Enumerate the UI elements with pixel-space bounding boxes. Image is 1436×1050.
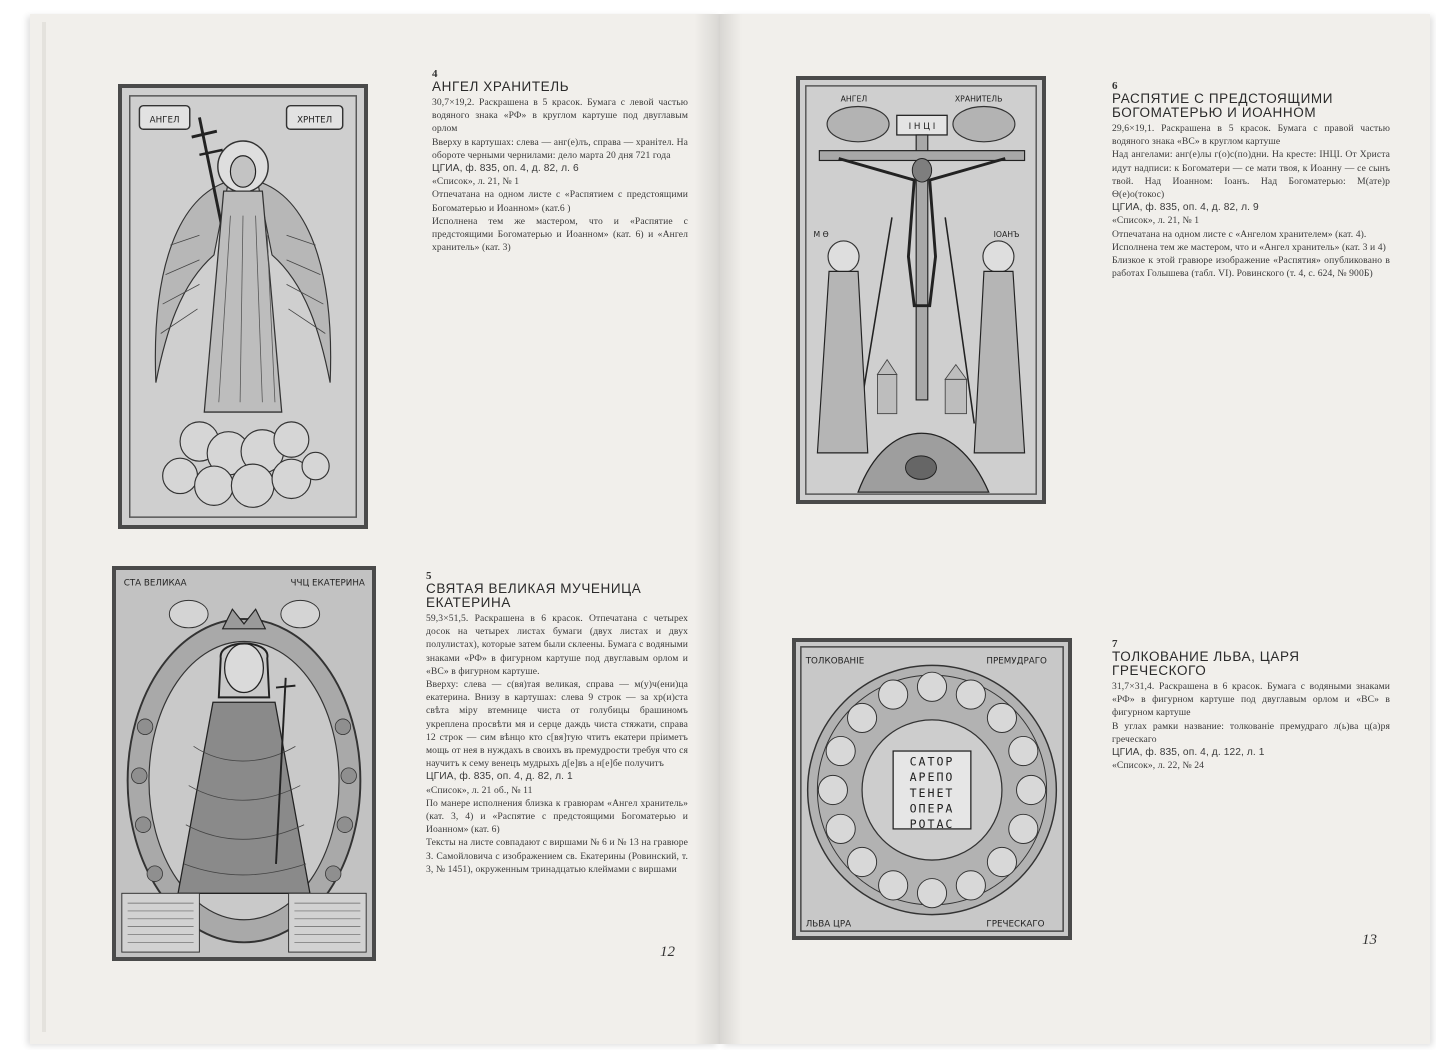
right-page (720, 14, 1430, 1044)
cartouche-right-text: ХРНТЕЛ (297, 115, 333, 126)
entry-archive-ref: ЦГИА, ф. 835, оп. 4, д. 82, л. 9 (1112, 202, 1259, 214)
entry-number: 5 (426, 570, 432, 582)
entry-description: 59,3×51,5. Раскрашена в 6 красок. Отпечатана с четырех досок на четырех листах бумаги (двух листах и двух полулистах), которые затем были склеены. Бумага с водяными знаками «РФ» в фигурном картуше под двуглавым орлом и «ВС» в фигурном картуше. (426, 613, 688, 677)
entry-inscription: Вверху: слева — с(вя)тая великая, справа — м(у)ч(ени)ца екатерина. Внизу в картушах: слева 9 строк — за хр(и)ста свѣта міру втемнице чиста от голубицы брашиномъ укреплена просвѣти мя и серце даждь чиста стяжати, справа 12 строк — сим вѣнцо кто с[вя]тую чтитъ екатери пріиметъ мощь от нея в нуждахъ в своихъ въ премудрости требуя что ся научитъ к сему венецъ мудрыхъ д[е]въ а н[е]бе получитъ (426, 679, 688, 770)
entry-note: Близкое к этой гравюре изображение «Распятия» опубликовано в работах Голышева (табл. VI). Ровинского (т. 4, с. 624, № 900Б) (1112, 255, 1390, 280)
engraving-st-catherine-art (116, 570, 372, 957)
entry-title: ТОЛКОВАНИЕ ЛЬВА, ЦАРЯ ГРЕЧЕСКОГО (1112, 649, 1300, 678)
entry-inscription: В углах рамки название: толкованіе премудраго л(ь)ва ц(а)ря греческаго (1112, 720, 1390, 745)
plate-left-label: М Ѳ (813, 229, 829, 240)
sator-row: ТЕНЕТ (909, 785, 955, 800)
engraving-st-catherine (112, 566, 376, 961)
plate-header-right: ПРЕМУДРАГО (986, 656, 1047, 667)
sator-row: САТОР (909, 754, 955, 769)
entry-note: Отпечатана на одном листе с «Распятием с предстоящими Богоматерью и Иоанном» (кат.6 ) (432, 189, 688, 214)
catalogue-entry-7 (1112, 638, 1390, 772)
entry-archive-ref: ЦГИА, ф. 835, оп. 4, д. 82, л. 1 (426, 771, 573, 783)
entry-archive-ref: ЦГИА, ф. 835, оп. 4, д. 82, л. 6 (432, 163, 579, 175)
page-edge (42, 22, 46, 1032)
entry-list-ref: «Список», л. 21 об., № 11 (426, 784, 533, 796)
engraving-leo-interpretation-art (796, 642, 1068, 936)
plate-top-left-label: АНГЕЛ (840, 94, 868, 104)
entry-title: РАСПЯТИЕ С ПРЕДСТОЯЩИМИ БОГОМАТЕРЬЮ И ИОАННОМ (1112, 91, 1334, 120)
entry-archive-ref: ЦГИА, ф. 835, оп. 4, д. 122, л. 1 (1112, 747, 1265, 759)
sator-row: РОТАС (909, 816, 955, 831)
sator-row: АРЕПО (909, 770, 955, 785)
gutter-shadow (720, 14, 742, 1044)
catalogue-entry-6 (1112, 80, 1390, 280)
left-page (30, 14, 720, 1044)
plate-header-left: ТОЛКОВАНІЕ (805, 656, 865, 667)
entry-note: Исполнена тем же мастером, что и «Распятие с предстоящими Богоматерью и Иоанном» (кат. 6) и «Ангел хранитель» (кат. 3) (432, 215, 688, 254)
entry-inscription: Вверху в картушах: слева — анг(е)лъ, справа — хранітел. На обороте черными чернилами: дело марта 20 дня 721 года (432, 136, 688, 161)
catalogue-entry-5 (426, 570, 688, 876)
entry-list-ref: «Список», л. 21, № 1 (432, 176, 520, 188)
engraving-crucifixion (796, 76, 1046, 504)
book-spread (30, 14, 1430, 1044)
plate-top-right-label: ХРАНИТЕЛЬ (954, 94, 1003, 104)
entry-list-ref: «Список», л. 22, № 24 (1112, 760, 1204, 772)
cartouche-left-text: АНГЕЛ (149, 115, 180, 126)
cross-titulus: І Н Ц І (908, 122, 936, 133)
entry-list-ref: «Список», л. 21, № 1 (1112, 215, 1200, 227)
entry-number: 4 (432, 68, 438, 80)
engraving-guardian-angel-art (122, 88, 364, 525)
catalogue-entry-4 (432, 68, 688, 254)
entry-note: Отпечатана на одном листе с «Ангелом хранителем» (кат. 4). (1112, 228, 1367, 240)
plate-footer-right: ГРЕЧЕСКАГО (986, 919, 1045, 930)
plate-header-right: ЧЧЦ ЕКАТЕРИНА (290, 578, 365, 589)
entry-description: 30,7×19,2. Раскрашена в 5 красок. Бумага с левой частью водяного знака «РФ» в круглом картуше под двуглавым орлом (432, 97, 688, 135)
engraving-crucifixion-art (800, 80, 1042, 500)
entry-note: Исполнена тем же мастером, что и «Ангел хранитель» (кат. 3 и 4) (1112, 241, 1386, 253)
gutter-shadow (694, 14, 720, 1044)
sator-row: ОПЕРА (909, 801, 955, 816)
page-number: 13 (1362, 932, 1377, 948)
entry-number: 7 (1112, 638, 1118, 650)
plate-footer-left: ЛЬВА ЦРА (805, 919, 852, 930)
entry-title: СВЯТАЯ ВЕЛИКАЯ МУЧЕНИЦА ЕКАТЕРИНА (426, 581, 642, 610)
plate-header-left: СТА ВЕЛИКАА (123, 578, 187, 589)
engraving-leo-interpretation (792, 638, 1072, 940)
page-number: 12 (660, 944, 675, 960)
engraving-guardian-angel (118, 84, 368, 529)
entry-note: По манере исполнения близка к гравюрам «Ангел хранитель» (кат. 3, 4) и «Распятие с предстоящими Богоматерью и Иоанном» (кат. 6) (426, 797, 688, 836)
entry-description: 31,7×31,4. Раскрашена в 6 красок. Бумага с водяными знаками «РФ» в фигурном картуше под двуглавым орлом и «ВС» в фигурном картуше (1112, 681, 1390, 719)
plate-right-label: ІОАНЪ (993, 229, 1020, 240)
entry-inscription: Над ангелами: анг(е)лы г(о)с(по)дни. На кресте: ІНЦІ. От Христа идут надписи: к Богоматери — се мати твоя, к Иоанну — се сынъ твой. Над Иоанном: Іоанъ. Над Богоматерью: М(ате)р Ѳ(е)о(токос) (1112, 149, 1390, 201)
entry-title: АНГЕЛ ХРАНИТЕЛЬ (432, 79, 570, 94)
entry-description: 29,6×19,1. Раскрашена в 5 красок. Бумага с правой частью водяного знака «ВС» в круглом картуше (1112, 123, 1390, 148)
entry-note: Тексты на листе совпадают с виршами № 6 и № 13 на гравюре З. Самойловича с изображением св. Екатерины (Ровинский, т. 3, № 1451), окруженным тринадцатью клеймами с виршами (426, 837, 688, 875)
entry-number: 6 (1112, 80, 1118, 92)
